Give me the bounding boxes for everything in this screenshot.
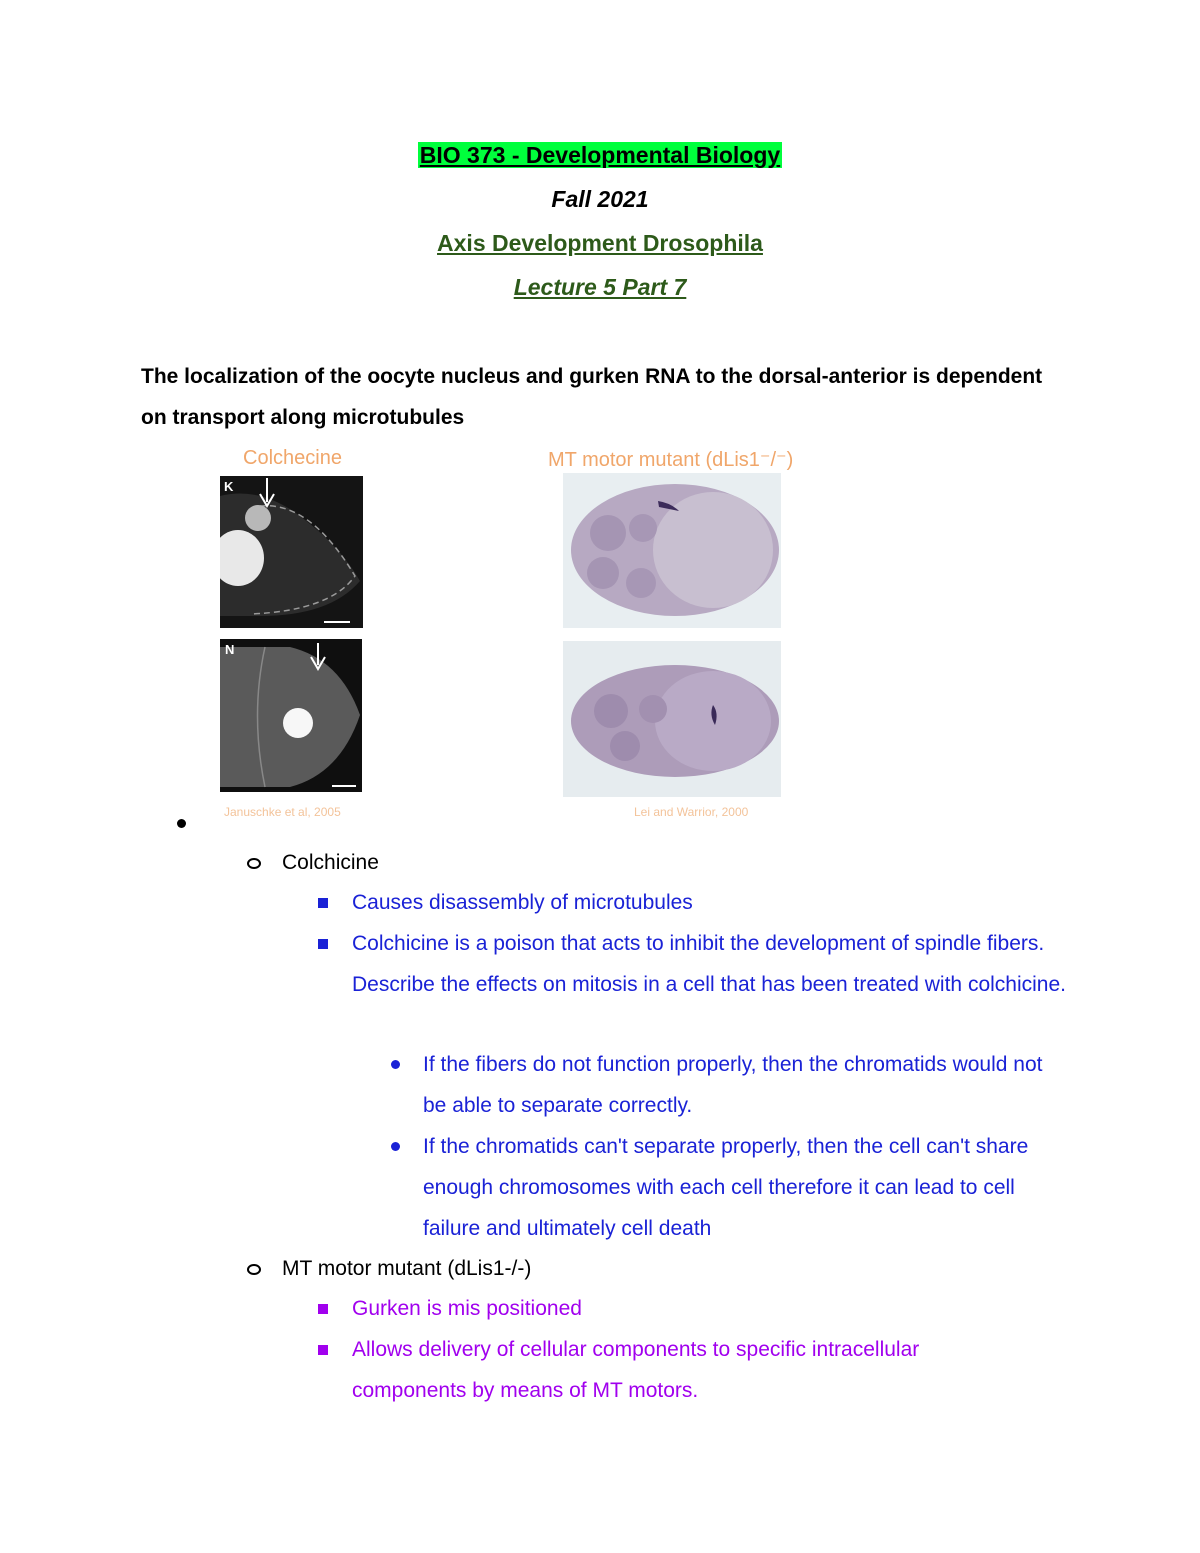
colchicine-subpoint-1: If the fibers do not function properly, then the chromatids would not be able to separate correctly. xyxy=(423,1053,1043,1117)
bullet-dot-blue xyxy=(391,1060,400,1069)
micrograph-panel-n xyxy=(220,639,362,792)
colchicine-point-2: Colchicine is a poison that acts to inhibit the development of spindle fibers. Describe the effects on mitosis in a cell that has been treated with colchicine. xyxy=(352,932,1066,996)
intro-paragraph: The localization of the oocyte nucleus and gurken RNA to the dorsal-anterior is dependent on transport along microtubules xyxy=(141,365,1043,429)
mutant-point-1: Gurken is mis positioned xyxy=(352,1297,582,1320)
bullet-square-blue xyxy=(318,898,328,908)
bullet-level2 xyxy=(247,858,261,869)
bullet-dot-blue xyxy=(391,1142,400,1151)
topic-title: Axis Development Drosophila xyxy=(437,230,763,256)
mutant-heading: MT motor mutant (dLis1-/-) xyxy=(282,1257,532,1280)
panel-k-letter: K xyxy=(224,479,234,494)
colchicine-heading: Colchicine xyxy=(282,851,379,874)
citation-right: Lei and Warrior, 2000 xyxy=(634,805,749,819)
mutant-point-2: Allows delivery of cellular components to specific intracellular components by means of MT motors. xyxy=(352,1338,920,1402)
figure-label-colchicine: Colchecine xyxy=(243,447,342,469)
term: Fall 2021 xyxy=(551,186,649,212)
bullet-square-purple xyxy=(318,1345,328,1355)
course-title xyxy=(0,142,1200,169)
bullet-level2 xyxy=(247,1264,261,1275)
bullet-square-blue xyxy=(318,939,328,949)
bullet-square-purple xyxy=(318,1304,328,1314)
figure-label-mutant: MT motor mutant (dLis1⁻/⁻) xyxy=(548,449,794,471)
embryo-stain-top xyxy=(563,473,781,628)
citation-left: Januschke et al, 2005 xyxy=(224,805,341,819)
micrograph-panel-k xyxy=(220,476,363,628)
bullet-level1 xyxy=(177,819,186,828)
lecture-title: Lecture 5 Part 7 xyxy=(513,274,687,300)
panel-n-letter: N xyxy=(225,642,235,657)
colchicine-subpoint-2: If the chromatids can't separate properly, then the cell can't share enough chromosomes with each cell therefore it can lead to cell failure and ultimately cell death xyxy=(423,1135,1029,1240)
embryo-stain-bottom xyxy=(563,641,781,797)
course-title-text: BIO 373 - Developmental Biology xyxy=(419,142,781,168)
colchicine-point-1: Causes disassembly of microtubules xyxy=(352,891,693,914)
